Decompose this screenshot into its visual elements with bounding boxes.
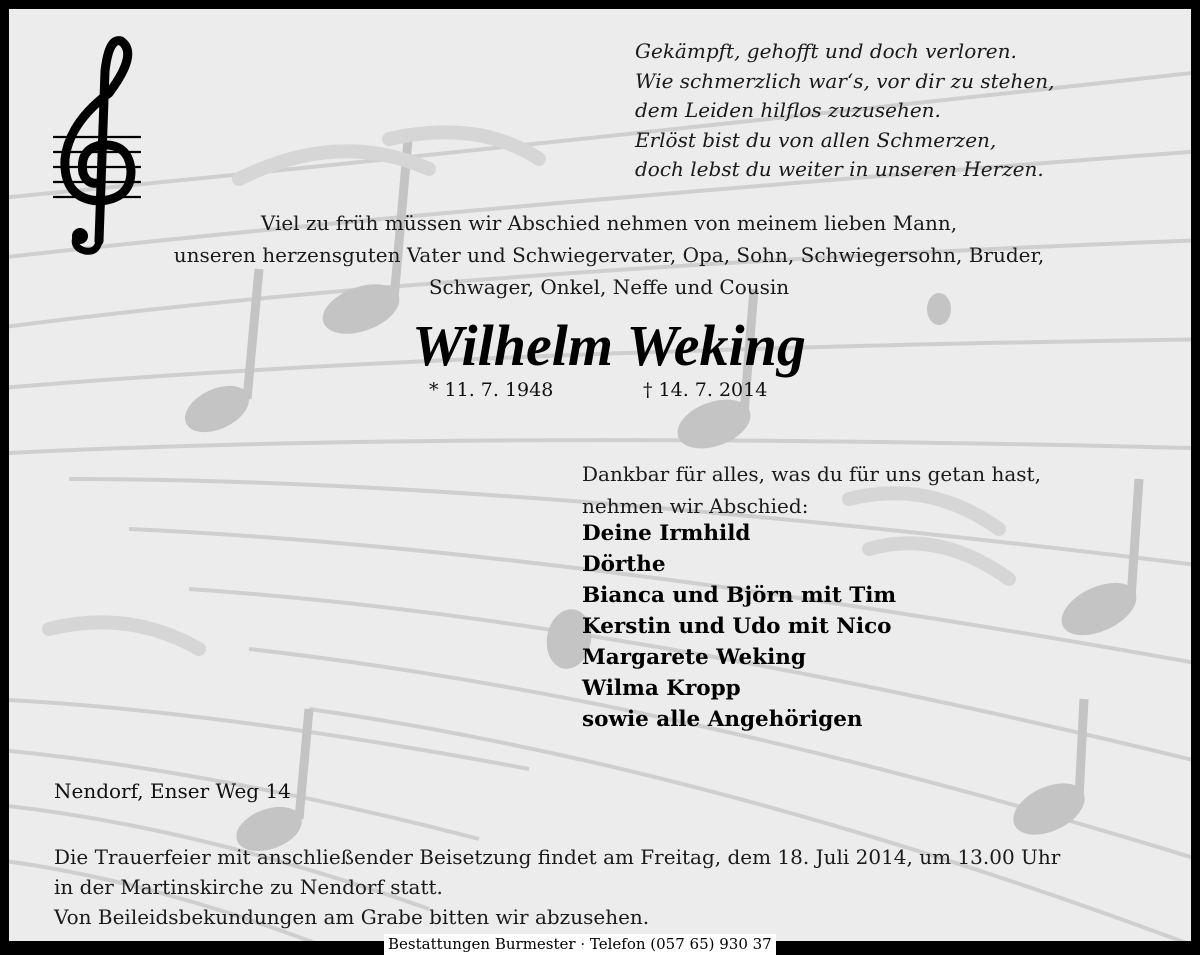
address: Nendorf, Enser Weg 14: [54, 779, 291, 803]
funeral-notice: [54, 842, 1060, 932]
mourner-name: Deine Irmhild: [582, 521, 751, 546]
mourner-name: Bianca und Björn mit Tim: [582, 583, 897, 608]
intro-text: [9, 207, 1200, 303]
mourner-name: Margarete Weking: [582, 645, 806, 670]
intro-line: unseren herzensguten Vater und Schwiegervater, Opa, Sohn, Schwiegersohn, Bruder,: [173, 243, 1045, 267]
funeral-line: in der Martinskirche zu Nendorf statt.: [54, 875, 443, 899]
intro-line: Schwager, Onkel, Neffe und Cousin: [428, 275, 790, 299]
undertaker-footer: Bestattungen Burmester · Telefon (057 65) 930 37: [384, 934, 776, 955]
funeral-line: Die Trauerfeier mit anschließender Beisetzung findet am Freitag, dem 18. Juli 2014, um 13.00 Uhr: [54, 845, 1061, 869]
mourners-list: [582, 518, 896, 735]
death-date: † 14. 7. 2014: [643, 379, 768, 401]
birth-date: * 11. 7. 1948: [429, 379, 554, 401]
poem-line: Wie schmerzlich war‘s, vor dir zu stehen,: [635, 68, 1055, 93]
poem: [635, 37, 1155, 185]
deceased-name: Wilhelm Weking: [412, 313, 806, 378]
intro-line: Viel zu früh müssen wir Abschied nehmen von meinem lieben Mann,: [260, 211, 958, 235]
mourner-name: Kerstin und Udo mit Nico: [582, 614, 892, 639]
poem-line: Erlöst bist du von allen Schmerzen,: [635, 127, 997, 152]
mourner-name: Wilma Kropp: [582, 676, 741, 701]
poem-line: dem Leiden hilflos zuzusehen.: [635, 98, 941, 122]
thanks-line: nehmen wir Abschied:: [582, 494, 809, 518]
poem-line: Gekämpft, gehofft und doch verloren.: [635, 39, 1017, 63]
thanks-line: Dankbar für alles, was du für uns getan hast,: [582, 462, 1041, 486]
poem-line: doch lebst du weiter in unseren Herzen.: [635, 157, 1044, 181]
funeral-line: Von Beileidsbekundungen am Grabe bitten wir abzusehen.: [54, 905, 650, 929]
mourner-name: sowie alle Angehörigen: [582, 707, 863, 732]
mourner-name: Dörthe: [582, 552, 666, 577]
thanks-text: [582, 458, 1041, 522]
